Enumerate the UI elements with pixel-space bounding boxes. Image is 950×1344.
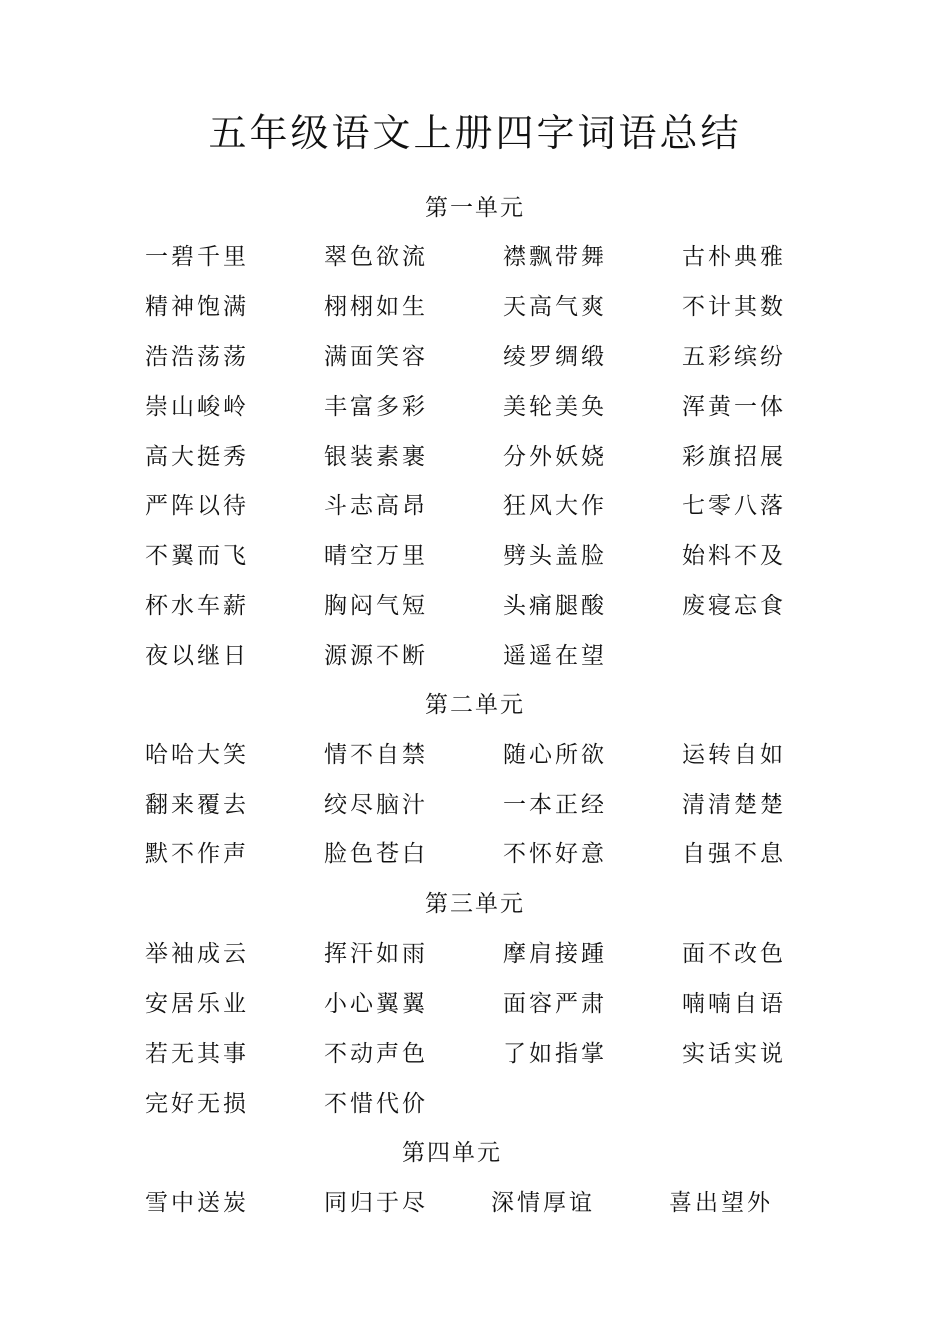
word-item: 一本正经 [503,792,607,818]
word-item: 深情厚谊 [491,1190,595,1216]
word-item: 不惜代价 [324,1091,428,1117]
word-item: 了如指掌 [503,1041,607,1067]
word-item: 脸色苍白 [324,841,428,867]
word-item: 美轮美奂 [503,394,607,420]
word-item: 同归于尽 [324,1190,428,1216]
word-item: 一碧千里 [145,244,249,270]
word-row [0,441,950,473]
word-item: 摩肩接踵 [503,941,607,967]
word-row [0,590,950,622]
word-row [0,1088,950,1120]
word-item: 举袖成云 [145,941,249,967]
word-item: 哈哈大笑 [145,742,249,768]
word-item: 源源不断 [324,643,428,669]
word-row [0,341,950,373]
word-item: 五彩缤纷 [682,344,786,370]
word-item: 翻来覆去 [145,792,249,818]
word-item: 严阵以待 [145,493,249,519]
word-item: 若无其事 [145,1041,249,1067]
word-item: 情不自禁 [324,742,428,768]
word-item: 挥汗如雨 [324,941,428,967]
word-item: 绫罗绸缎 [503,344,607,370]
word-item: 银装素裹 [324,444,428,470]
word-item: 默不作声 [145,841,249,867]
word-row [0,540,950,572]
word-row [0,789,950,821]
word-row [0,241,950,273]
word-item: 面容严肃 [503,991,607,1017]
word-row [0,391,950,423]
word-row [0,1038,950,1070]
word-item: 精神饱满 [145,294,249,320]
word-item: 襟飘带舞 [503,244,607,270]
word-item: 丰富多彩 [324,394,428,420]
word-item: 杯水车薪 [145,593,249,619]
page-title: 五年级语文上册四字词语总结 [208,111,742,155]
word-item: 小心翼翼 [324,991,428,1017]
unit-heading-3: 第三单元 [425,891,525,917]
unit-heading-1: 第一单元 [425,195,525,221]
word-item: 狂风大作 [503,493,607,519]
word-item: 自强不息 [682,841,786,867]
word-item: 遥遥在望 [503,643,607,669]
word-item: 满面笑容 [324,344,428,370]
word-item: 运转自如 [682,742,786,768]
word-item: 高大挺秀 [145,444,249,470]
word-item: 实话实说 [682,1041,786,1067]
word-row [0,739,950,771]
word-item: 始料不及 [682,543,786,569]
word-item: 栩栩如生 [324,294,428,320]
word-item: 胸闷气短 [324,593,428,619]
word-item: 废寝忘食 [682,593,786,619]
word-item: 彩旗招展 [682,444,786,470]
word-item: 安居乐业 [145,991,249,1017]
word-item: 雪中送炭 [145,1190,249,1216]
word-row [0,291,950,323]
word-row [0,490,950,522]
word-row [0,938,950,970]
word-item: 面不改色 [682,941,786,967]
word-item: 喃喃自语 [682,991,786,1017]
unit-heading-2: 第二单元 [425,692,525,718]
word-item: 绞尽脑汁 [324,792,428,818]
word-item: 不计其数 [682,294,786,320]
word-item: 七零八落 [682,493,786,519]
word-item: 浩浩荡荡 [145,344,249,370]
word-row [0,640,950,672]
word-item: 古朴典雅 [682,244,786,270]
word-item: 浑黄一体 [682,394,786,420]
word-item: 晴空万里 [324,543,428,569]
word-item: 不翼而飞 [145,543,249,569]
word-item: 崇山峻岭 [145,394,249,420]
word-item: 翠色欲流 [324,244,428,270]
unit-heading-4: 第四单元 [402,1140,502,1166]
word-item: 夜以继日 [145,643,249,669]
word-row [0,1187,950,1219]
word-item: 分外妖娆 [503,444,607,470]
word-row [0,988,950,1020]
word-item: 斗志高昂 [324,493,428,519]
word-item: 不怀好意 [503,841,607,867]
word-item: 完好无损 [145,1091,249,1117]
word-item: 喜出望外 [669,1190,773,1216]
word-item: 天高气爽 [503,294,607,320]
word-item: 随心所欲 [503,742,607,768]
word-item: 头痛腿酸 [503,593,607,619]
word-item: 不动声色 [324,1041,428,1067]
word-row [0,838,950,870]
word-item: 清清楚楚 [682,792,786,818]
word-item: 劈头盖脸 [503,543,607,569]
